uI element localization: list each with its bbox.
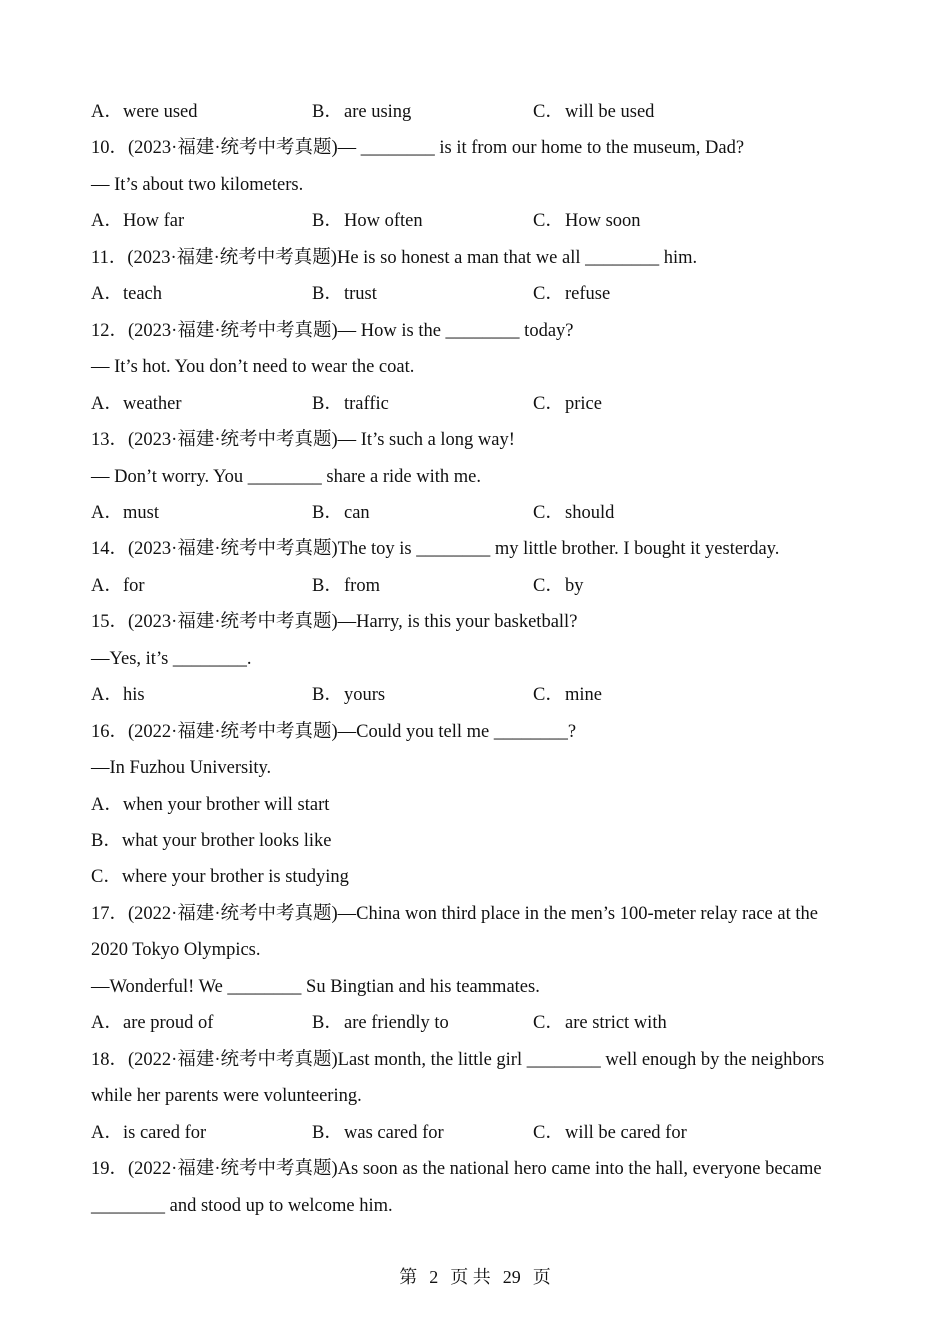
option-letter: C．: [533, 284, 564, 304]
option-c: [533, 1011, 667, 1035]
text-line: —Wonderful! We ________ Su Bingtian and his teammates.: [91, 977, 540, 997]
option-letter: B．: [312, 102, 343, 122]
option-letter: A．: [91, 1123, 123, 1143]
option-b: [312, 683, 385, 707]
option-letter: A．: [91, 685, 123, 705]
option-text: How far: [123, 211, 185, 231]
option-a: [91, 209, 184, 233]
option-text: from: [344, 576, 380, 596]
option-c: [533, 683, 602, 707]
footer-prefix: 第: [399, 1267, 418, 1287]
option-c: [533, 501, 614, 525]
option-letter: B．: [312, 394, 343, 414]
option-a: [91, 1011, 213, 1035]
option-letter: B．: [312, 1013, 343, 1033]
option-letter: A．: [91, 284, 123, 304]
text-line: A．when your brother will start: [91, 795, 330, 815]
option-letter: C．: [533, 394, 564, 414]
option-text: should: [565, 503, 615, 523]
text-line: ________ and stood up to welcome him.: [91, 1196, 393, 1216]
option-b: [312, 1121, 444, 1145]
option-text: his: [123, 685, 145, 705]
option-text: How often: [344, 211, 423, 231]
option-letter: B．: [312, 284, 343, 304]
text-line: — It’s hot. You don’t need to wear the coat.: [91, 357, 415, 377]
text-line: while her parents were volunteering.: [91, 1086, 362, 1106]
option-text: was cared for: [344, 1123, 444, 1143]
option-letter: B．: [312, 685, 343, 705]
option-letter: C．: [533, 102, 564, 122]
option-text: are using: [344, 102, 412, 122]
option-text: are friendly to: [344, 1013, 449, 1033]
footer-total-pages: 29: [502, 1267, 521, 1287]
option-letter: C．: [533, 503, 564, 523]
option-b: [312, 100, 411, 124]
option-text: trust: [344, 284, 377, 304]
option-a: [91, 392, 182, 416]
option-text: for: [123, 576, 145, 596]
text-line: 17．(2022·福建·统考中考真题)—China won third place in the men’s 100-meter relay race at the: [91, 904, 818, 924]
option-letter: A．: [91, 576, 123, 596]
text-line: —In Fuzhou University.: [91, 758, 272, 778]
text-line: 13．(2023·福建·统考中考真题)— It’s such a long way!: [91, 430, 515, 450]
option-a: [91, 100, 197, 124]
option-text: are strict with: [565, 1013, 667, 1033]
option-letter: C．: [533, 685, 564, 705]
text-line: C．where your brother is studying: [91, 867, 349, 887]
text-line: 2020 Tokyo Olympics.: [91, 940, 261, 960]
option-letter: B．: [312, 211, 343, 231]
option-letter: A．: [91, 102, 123, 122]
option-b: [312, 209, 423, 233]
option-a: [91, 1121, 206, 1145]
text-line: 15．(2023·福建·统考中考真题)—Harry, is this your basketball?: [91, 612, 578, 632]
text-line: 12．(2023·福建·统考中考真题)— How is the ________ today?: [91, 321, 574, 341]
option-a: [91, 683, 145, 707]
footer-suffix: 页: [532, 1267, 551, 1287]
option-letter: A．: [91, 394, 123, 414]
option-text: price: [565, 394, 602, 414]
option-b: [312, 1011, 449, 1035]
option-letter: A．: [91, 211, 123, 231]
text-line: 19．(2022·福建·统考中考真题)As soon as the national hero came into the hall, everyone became: [91, 1159, 822, 1179]
option-text: yours: [344, 685, 386, 705]
option-text: can: [344, 503, 370, 523]
option-c: [533, 100, 654, 124]
option-letter: C．: [533, 211, 564, 231]
option-text: by: [565, 576, 584, 596]
text-line: 16．(2022·福建·统考中考真题)—Could you tell me ________?: [91, 722, 577, 742]
option-letter: B．: [312, 576, 343, 596]
option-text: mine: [565, 685, 602, 705]
option-a: [91, 282, 162, 306]
option-b: [312, 574, 380, 598]
text-line: 10．(2023·福建·统考中考真题)— ________ is it from our home to the museum, Dad?: [91, 138, 745, 158]
option-text: must: [123, 503, 159, 523]
option-letter: B．: [312, 1123, 343, 1143]
option-c: [533, 209, 641, 233]
option-letter: B．: [312, 503, 343, 523]
option-b: [312, 392, 389, 416]
text-line: 14．(2023·福建·统考中考真题)The toy is ________ my little brother. I bought it yesterday.: [91, 539, 780, 559]
option-text: are proud of: [123, 1013, 214, 1033]
text-line: 18．(2022·福建·统考中考真题)Last month, the little girl ________ well enough by the neighbors: [91, 1050, 825, 1070]
page-footer: [0, 1265, 950, 1289]
option-text: will be cared for: [565, 1123, 687, 1143]
option-a: [91, 501, 159, 525]
option-c: [533, 1121, 687, 1145]
option-a: [91, 574, 145, 598]
text-line: B．what your brother looks like: [91, 831, 332, 851]
option-letter: A．: [91, 503, 123, 523]
text-line: — Don’t worry. You ________ share a ride with me.: [91, 467, 481, 487]
option-c: [533, 574, 584, 598]
option-text: traffic: [344, 394, 389, 414]
option-text: will be used: [565, 102, 655, 122]
option-b: [312, 282, 377, 306]
option-text: is cared for: [123, 1123, 207, 1143]
option-text: were used: [123, 102, 198, 122]
option-text: weather: [123, 394, 182, 414]
text-line: 11．(2023·福建·统考中考真题)He is so honest a man that we all ________ him.: [91, 248, 698, 268]
footer-middle: 页 共: [450, 1267, 491, 1287]
text-line: — It’s about two kilometers.: [91, 175, 304, 195]
text-line: —Yes, it’s ________.: [91, 649, 252, 669]
option-text: How soon: [565, 211, 641, 231]
option-letter: C．: [533, 1013, 564, 1033]
option-c: [533, 282, 610, 306]
option-b: [312, 501, 370, 525]
option-text: teach: [123, 284, 163, 304]
footer-page-number: 2: [429, 1267, 439, 1287]
option-c: [533, 392, 602, 416]
option-letter: C．: [533, 576, 564, 596]
option-text: refuse: [565, 284, 611, 304]
option-letter: C．: [533, 1123, 564, 1143]
option-letter: A．: [91, 1013, 123, 1033]
